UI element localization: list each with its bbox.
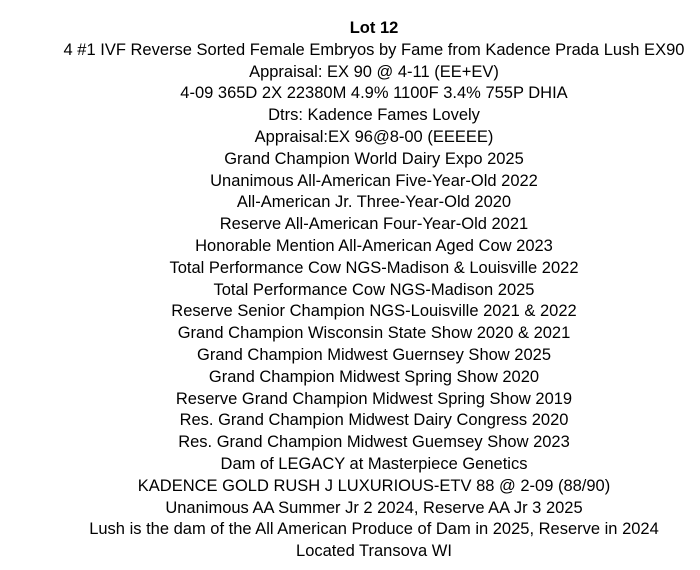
listing-line-award: Grand Champion Wisconsin State Show 2020 & 2021	[177, 324, 571, 343]
listing-line-award: Res. Grand Champion Midwest Guemsey Show 2023	[178, 433, 570, 452]
lot-title: Lot 12	[349, 19, 399, 37]
listing-line-daughters: Dtrs: Kadence Fames Lovely	[268, 106, 480, 125]
listing-line-dam-of-legacy: Dam of LEGACY at Masterpiece Genetics	[220, 454, 528, 473]
listing-line-award: Grand Champion Midwest Spring Show 2020	[208, 367, 540, 386]
listing-line-appraisal-daughter: Appraisal:EX 96@8-00 (EEEEE)	[254, 127, 494, 146]
listing-line-award: Grand Champion Midwest Guernsey Show 2025	[196, 345, 552, 364]
listing-line-appraisal-dam: Appraisal: EX 90 @ 4-11 (EE+EV)	[249, 62, 499, 81]
listing-line-award: Reserve Senior Champion NGS-Louisville 2021 & 2022	[171, 302, 577, 321]
listing-line-award: Reserve All-American Four-Year-Old 2021	[219, 215, 529, 234]
listing-line-production-record: 4-09 365D 2X 22380M 4.9% 1100F 3.4% 755P DHIA	[180, 84, 568, 103]
listing-line-daughter-record: KADENCE GOLD RUSH J LUXURIOUS-ETV 88 @ 2-09 (88/90)	[137, 476, 611, 495]
listing-line-daughter-awards: Unanimous AA Summer Jr 2 2024, Reserve AA Jr 3 2025	[165, 498, 583, 517]
listing-line-location: Located Transova WI	[296, 542, 452, 561]
listing-line-award: All-American Jr. Three-Year-Old 2020	[236, 193, 512, 212]
listing-line-award: Res. Grand Champion Midwest Dairy Congress 2020	[179, 411, 569, 430]
listing-line-award: Honorable Mention All-American Aged Cow 2023	[195, 236, 553, 255]
listing-line-award: Grand Champion World Dairy Expo 2025	[224, 149, 524, 168]
listing-line-embryo-description: 4 #1 IVF Reverse Sorted Female Embryos by Fame from Kadence Prada Lush EX90	[63, 40, 685, 59]
listing-line-award: Total Performance Cow NGS-Madison & Louisville 2022	[169, 258, 579, 277]
listing-line-award: Unanimous All-American Five-Year-Old 2022	[210, 171, 538, 190]
listing-line-award: Total Performance Cow NGS-Madison 2025	[213, 280, 535, 299]
listing-line-award: Reserve Grand Champion Midwest Spring Show 2019	[175, 389, 573, 408]
listing-line-produce-of-dam: Lush is the dam of the All American Produce of Dam in 2025, Reserve in 2024	[89, 520, 659, 539]
